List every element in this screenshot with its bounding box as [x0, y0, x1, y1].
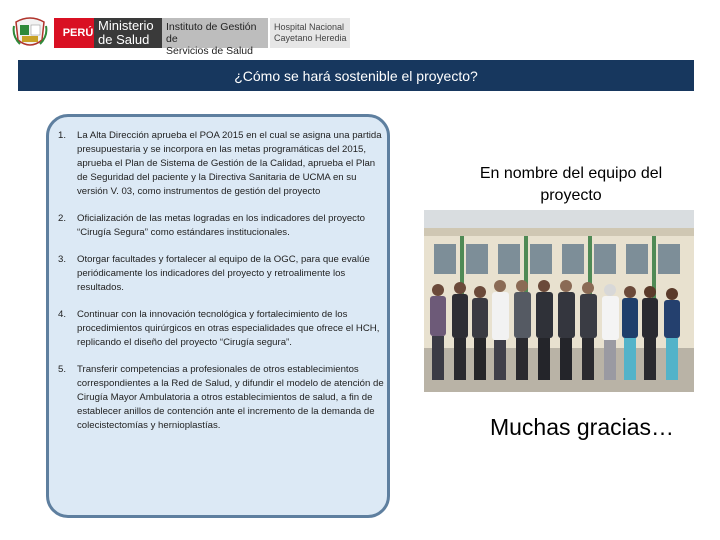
- list-item-text: Oficialización de las metas logradas en los indicadores del proyecto “Cirugía Segura” como estándares institucionales.: [77, 213, 365, 238]
- list-item: [58, 129, 386, 199]
- ministry-line-2: de Salud: [98, 32, 150, 47]
- list-item-number: 4.: [58, 309, 67, 320]
- slide-title: ¿Cómo se hará sostenible el proyecto?: [234, 67, 478, 84]
- list-item-number: 3.: [58, 254, 67, 265]
- list-item-number: 5.: [58, 364, 67, 375]
- list-item-number: 2.: [58, 213, 67, 224]
- ministry-logo: [94, 18, 162, 48]
- list-item-text: Otorgar facultades y fortalecer al equipo de la OGC, para que evalúe periódicamente los indicadores del proyecto y retroalimente los resultados.: [77, 254, 370, 293]
- list-item: [58, 363, 386, 433]
- list-item: [58, 253, 386, 295]
- list-item: [58, 212, 386, 240]
- list-item: [58, 308, 386, 350]
- flag-label: PERÚ: [62, 18, 94, 48]
- institute-line-1: Instituto de Gestión de: [166, 21, 257, 45]
- list-item-number: 1.: [58, 130, 67, 141]
- institute-logo: [162, 18, 268, 57]
- team-photo-image: [424, 210, 694, 392]
- flag-stripe-icon: [54, 18, 62, 48]
- peru-flag-block: [54, 18, 94, 48]
- hospital-line-1: Hospital Nacional: [274, 22, 345, 32]
- header-logo-bar: [10, 14, 347, 57]
- list-item-text: La Alta Dirección aprueba el POA 2015 en el cual se asigna una partida presupuestaria y se incorpora en las metas programáticas del 2015, aprueba el Plan de Sistema de Gestión de la Calidad, aprueba el Plan de Seguridad del paciente y la Directiva Sanitaria de UCMA en su versión V. 03, como instrumentos de gestión del proyecto: [77, 130, 382, 197]
- team-caption: En nombre del equipo del proyecto: [479, 165, 663, 204]
- list-item-text: Continuar con la innovación tecnológica y fortalecimiento de los procedimientos quirúrgicos en otras especialidades que ofrece el HCH, replicando el diseño del proyecto “Cirugía segura”.: [77, 309, 380, 348]
- team-photo: [424, 210, 694, 392]
- sustainability-panel: [46, 114, 390, 518]
- title-banner: [18, 60, 694, 91]
- institute-line-2: Servicios de Salud: [166, 45, 253, 57]
- list-item-text: Transferir competencias a profesionales de otros establecimientos correspondientes a la Red de Salud, y difundir el modelo de atención de Cirugía Mayor Ambulatoria a otros establecimientos de salud, a fin de establecer anillos de contención ante el incremento de la demanda de colecistectomías y hernioplastías.: [77, 364, 384, 431]
- sustainability-list: [58, 129, 386, 446]
- ministry-line-1: Ministerio: [98, 18, 154, 33]
- coat-of-arms-icon: [12, 16, 48, 50]
- thanks-text: Muchas gracias…: [489, 414, 675, 440]
- hospital-logo: [270, 18, 350, 48]
- hospital-line-2: Cayetano Heredia: [274, 33, 347, 43]
